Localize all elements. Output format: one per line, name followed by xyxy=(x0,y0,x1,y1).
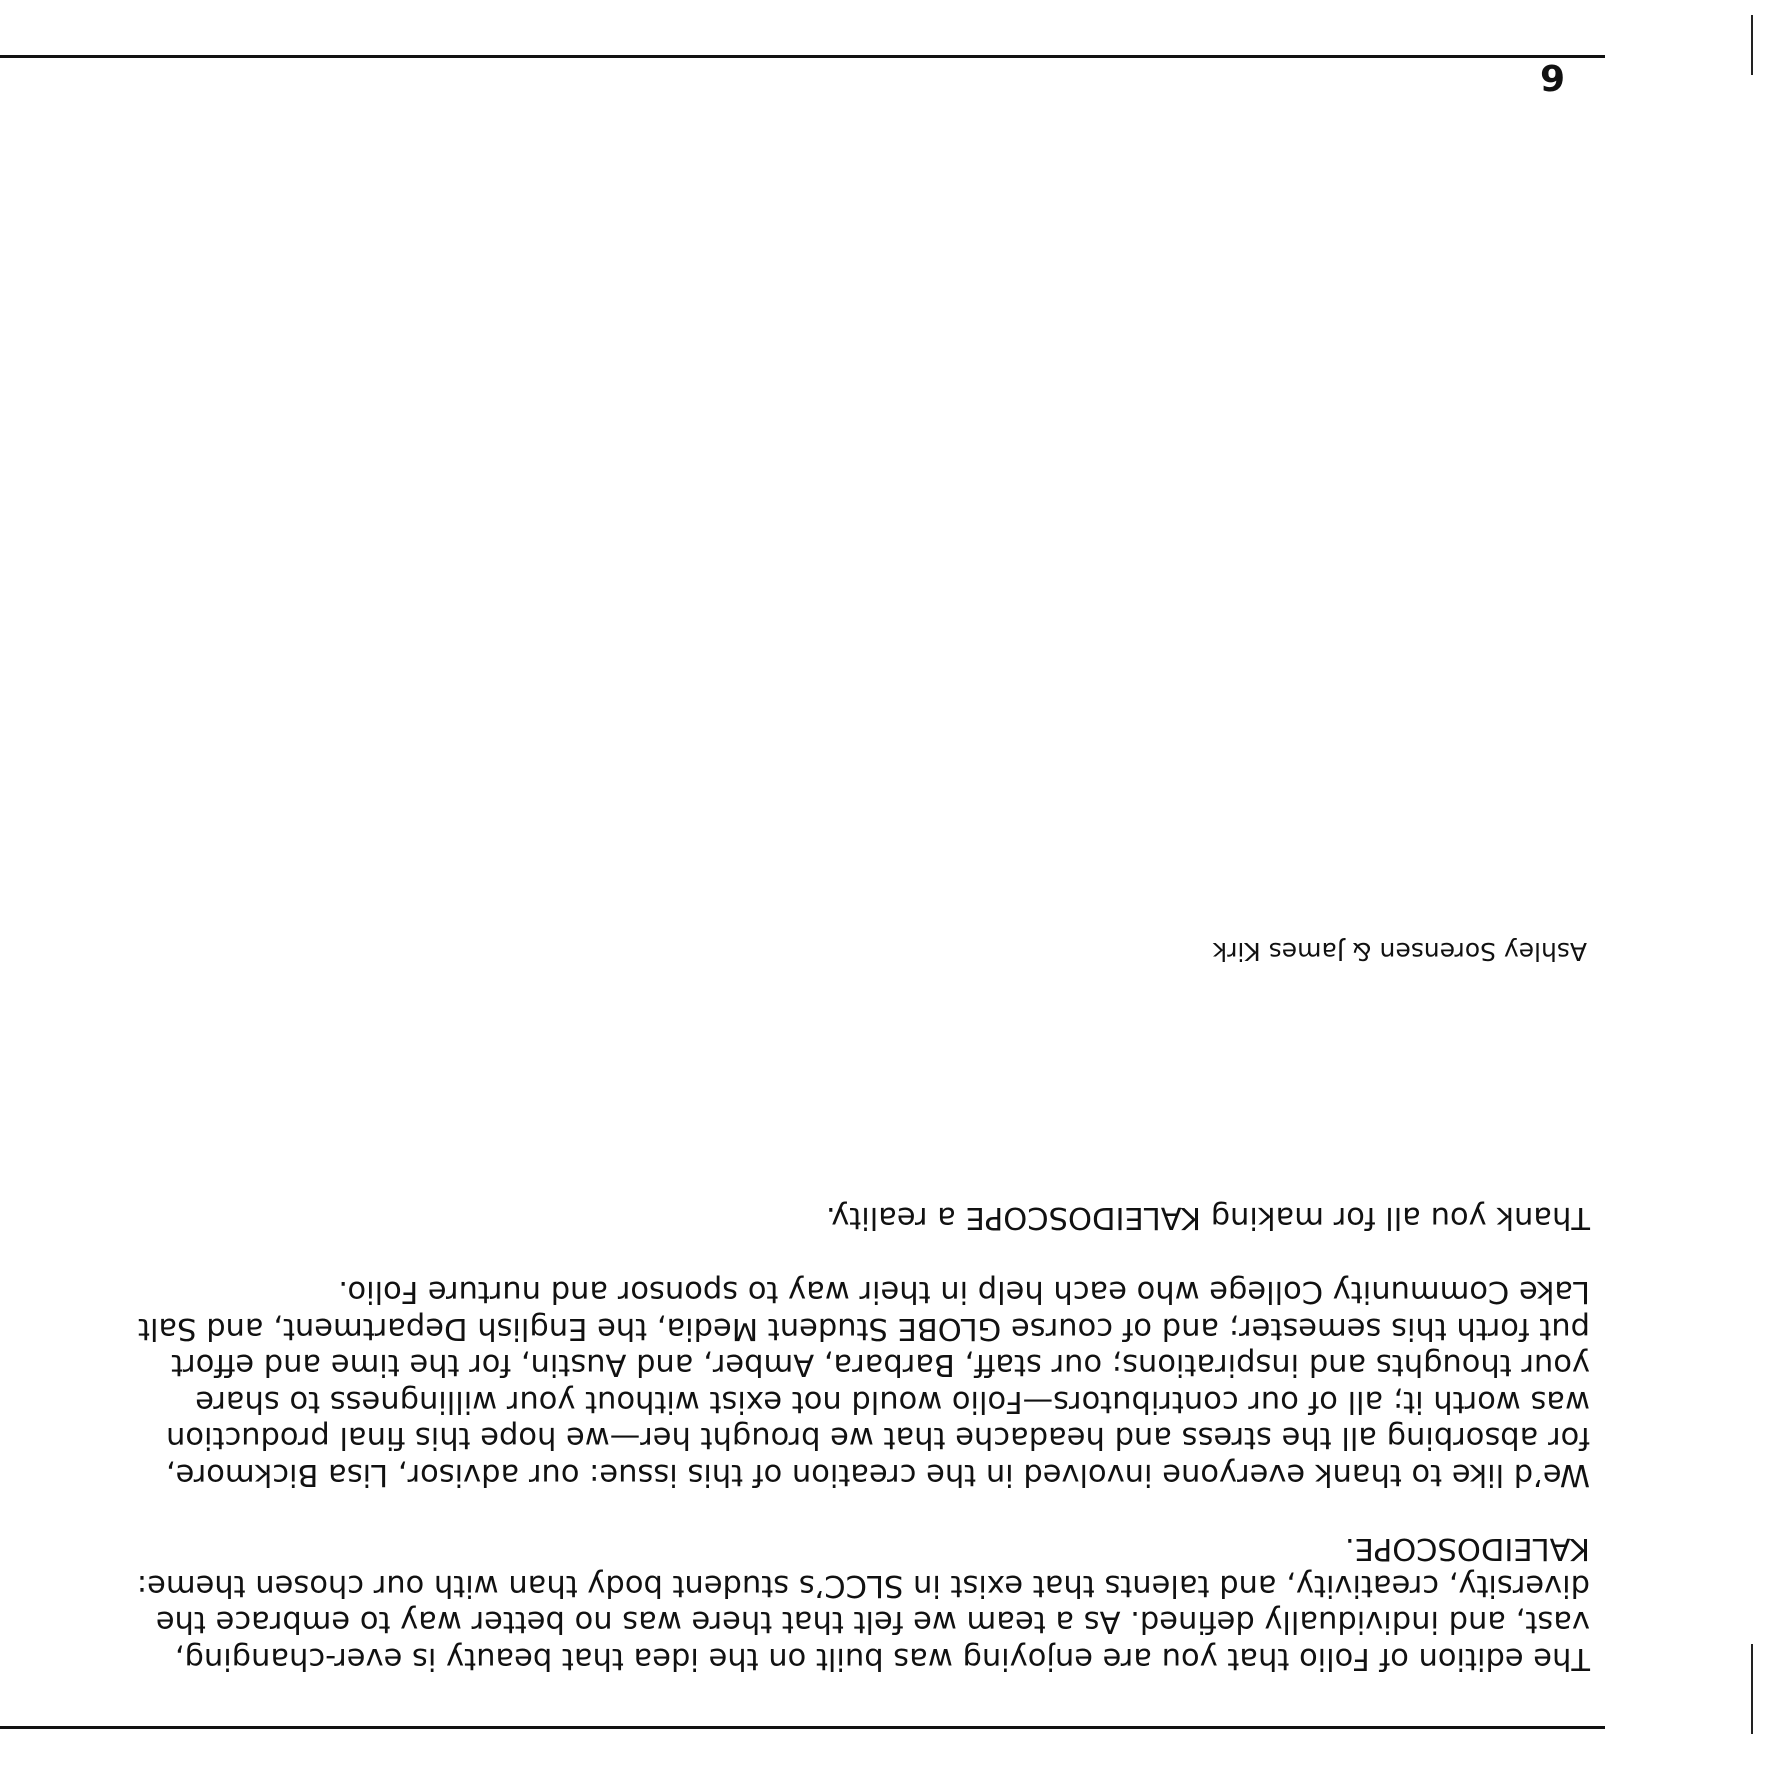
paragraph-closing: Thank you all for making KALEIDOSCOPE a reality. xyxy=(825,1200,1590,1235)
paragraph-intro: The edition of Folio that you are enjoying was built on the idea that beauty is ever-changing, vast, and individually defined. As a team we felt that there was no better way to embrace the diversity, creativity, and talents that exist in SLCC’s student body than with our chosen theme: KALEIDOSCOPE. xyxy=(136,1531,1590,1676)
paragraph-thanks: We’d like to thank everyone involved in the creation of this issue: our advisor, Lisa Bickmore, for absorbing all the stress and headache that we brought her—we hope this final production was worth it; all of our contributors—Folio would not exist without your willingness to share your thoughts and inspirations; our staff, Barbara, Amber, and Austin, for the time and effort put forth this semester; and of course GLOBE Student Media, the English Department, and Salt Lake Community College who each help in their way to sponsor and nurture Folio. xyxy=(138,1274,1590,1492)
top-rule xyxy=(0,1726,1605,1729)
signature: Ashley Sorensen & James Kirk xyxy=(1212,937,1587,966)
scan-edge-mark xyxy=(1751,1644,1753,1734)
letter-body xyxy=(120,1199,1590,1677)
scan-edge-mark xyxy=(1751,15,1753,75)
bottom-rule xyxy=(0,55,1605,58)
page-number: 6 xyxy=(1539,56,1565,97)
